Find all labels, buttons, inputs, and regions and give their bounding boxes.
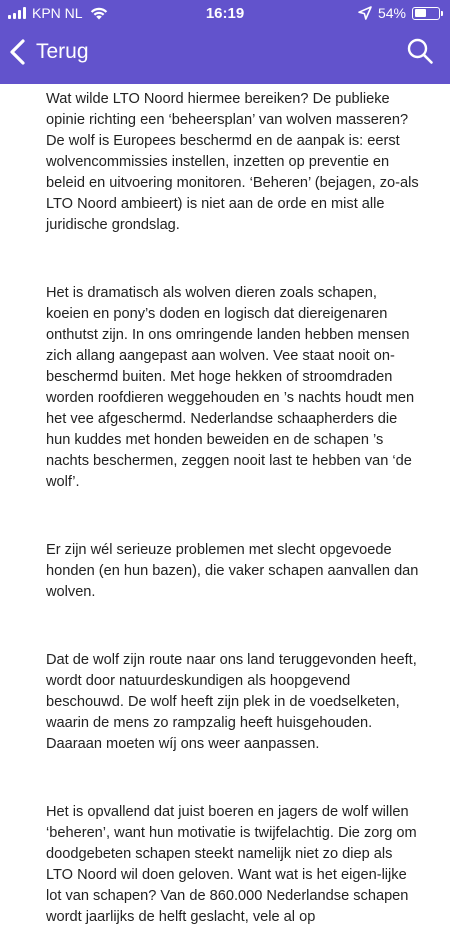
article-body (46, 84, 422, 925)
battery-icon (412, 7, 440, 20)
paragraph-3: Er zijn wél serieuze problemen met slecht opgevoede honden (en hun bazen), die vaker schapen aanvallen dan wolven. (46, 542, 419, 600)
paragraph-5: Het is opvallend dat juist boeren en jagers de wolf willen ‘beheren’, want hun motivatie is twijfelachtig. Die zorg om doodgebeten schapen steekt namelijk niet zo diep als LTO Noord wil doen geloven. Want wat is het eigen-lijke lot van schapen? Van de 860.000 Nederlandse schapen wordt jaarlijks de helft geslacht, vele al op (46, 804, 417, 925)
battery-nub (441, 11, 443, 16)
status-bar (0, 0, 450, 26)
status-right (358, 5, 440, 21)
status-time: 16:19 (205, 5, 245, 22)
battery-percent: 54% (377, 5, 406, 21)
carrier-name: KPN NL (32, 5, 83, 21)
location-arrow-icon (358, 6, 372, 20)
paragraph-4: Dat de wolf zijn route naar ons land teruggevonden heeft, wordt door natuurdeskundigen als hoopgevend beschouwd. De wolf heeft zijn plek in de voedselketen, waarin de mens zo rampzalig heeft huisgehouden. Daaraan moeten wíj ons weer aanpassen. (46, 652, 417, 752)
back-button[interactable] (8, 36, 89, 68)
paragraph-1: Wat wilde LTO Noord hiermee bereiken? De publieke opinie richting een ‘beheersplan’ van wolven masseren? De wolf is Europees beschermd en de aanpak is: eerst wolvencommissies instellen, inzetten op preventie en beleid en uitvoering monitoren. ‘Beheren’ (bejagen, zo-als LTO Noord ambieert) is niet aan de orde en mist alle juridische grondslag. (46, 91, 419, 233)
back-label: Terug (36, 40, 89, 63)
chevron-left-icon (8, 39, 26, 65)
search-icon (406, 37, 434, 65)
battery-fill (415, 9, 427, 17)
app-header (0, 0, 450, 84)
search-button[interactable] (406, 37, 434, 65)
nav-bar (0, 30, 450, 74)
paragraph-2: Het is dramatisch als wolven dieren zoals schapen, koeien en pony’s doden en logisch dat diereigenaren onthutst zijn. In ons omringende landen hebben mensen zich allang aangepast aan wolven. Vee staat nooit on-beschermd buiten. Met hoge hekken of stroomdraden worden roofdieren weggehouden en ’s nachts houdt men het vee afgeschermd. Nederlandse schaapherders die hun kuddes met honden beweiden en de schapen ’s nachts beschermen, zeggen nooit last te hebben van ‘de wolf’. (46, 285, 415, 490)
